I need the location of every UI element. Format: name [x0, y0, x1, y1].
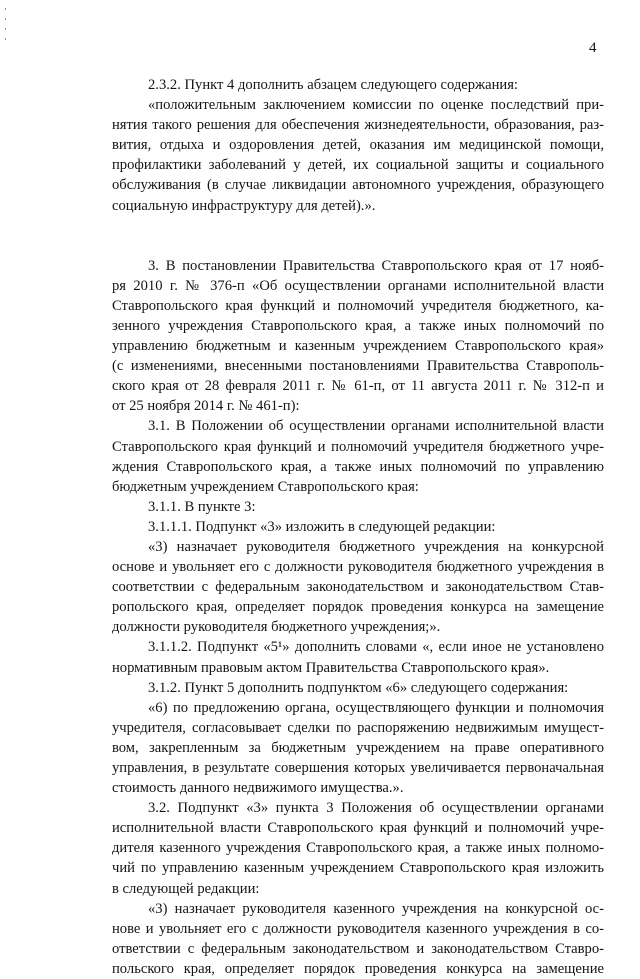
text-line: нове и увольняет его с должности руководителя казенного учреждения в со- — [112, 920, 604, 937]
text-line: ждения Ставропольского края, а также иных полномочий по управлению — [112, 458, 604, 475]
text-line: управлению бюджетным и казенным учреждением Ставропольского края» — [112, 338, 604, 355]
text-line: дителя казенного учреждения Ставропольского края, а также иных полномо- — [112, 840, 604, 857]
text-line: исполнительной власти Ставропольского края функций и полномочий учре- — [112, 820, 604, 837]
paragraph-p-2-3-2 — [112, 75, 604, 95]
text-line: социальную инфраструктуру для детей).». — [112, 197, 376, 214]
paragraph-quote-budget-head — [112, 537, 604, 637]
text-line: ответствии с федеральным законодательством и законодательством Ставро- — [112, 940, 604, 957]
paragraph-quote-state-head — [112, 899, 604, 979]
text-line: от 25 ноября 2014 г. № 461-п): — [112, 398, 300, 415]
text-line: 3.1.1.2. Подпункт «5¹» дополнить словами «, если иное не установлено — [148, 639, 604, 656]
text-line: учредителя, согласовывает сделки по распоряжению недвижимым имущест- — [112, 719, 604, 736]
paragraph-p-3-1-1-1 — [112, 517, 604, 537]
text-line: управления, в результате совершения которых увеличивается первоначальная — [112, 760, 604, 776]
text-line: 3.1.1.1. Подпункт «3» изложить в следующей редакции: — [148, 518, 496, 535]
paragraph-p-3-1 — [112, 416, 604, 496]
text-line: нятия такого решения для обеспечения жизнедеятельности, образования, раз- — [112, 117, 604, 134]
text-line: вом, закрепленным за бюджетным учреждением на праве оперативного — [112, 739, 604, 756]
text-line: ря 2010 г. № 376-п «Об осуществлении органами исполнительной власти — [112, 277, 604, 294]
text-line: ропольского края, определяет порядок проведения конкурса на замещение — [112, 599, 604, 616]
text-line: 2.3.2. Пункт 4 дополнить абзацем следующего содержания: — [148, 77, 518, 93]
text-line: «6) по предложению органа, осуществляющего функции и полномочия — [148, 699, 604, 716]
paragraph-p-3-1-1-2 — [112, 637, 604, 677]
text-line: должности руководителя бюджетного учреждения;». — [112, 619, 441, 636]
paragraph-p-3-1-2 — [112, 678, 604, 698]
text-line: ского края от 28 февраля 2011 г. № 61-п, от 11 августа 2011 г. № 312-п и — [112, 378, 604, 395]
text-line: нормативным правовым актом Правительства Ставропольского края». — [112, 659, 550, 676]
paragraph-gap — [112, 216, 604, 256]
text-line: «3) назначает руководителя бюджетного учреждения на конкурсной — [148, 538, 604, 555]
text-line: 3.1.1. В пункте 3: — [148, 498, 256, 515]
text-line: соответствии с федеральным законодательством и законодательством Став- — [112, 579, 604, 596]
paragraph-quote-positive-conclusion — [112, 95, 604, 216]
text-line: (с изменениями, внесенными постановлениями Правительства Ставрополь- — [112, 358, 604, 375]
scan-margin-marks — [5, 8, 7, 48]
text-line: Ставропольского края функций и полномочий учредителя бюджетного учре- — [112, 438, 604, 455]
text-line: вития, отдыха и оздоровления детей, оказания им медицинской помощи, — [112, 137, 604, 154]
document-body — [112, 75, 604, 979]
text-line: чий по управлению казенным учреждением Ставропольского края изложить — [112, 860, 604, 877]
text-line: обслуживания (в случае ликвидации автономного учреждения, образующего — [112, 177, 604, 194]
text-line: 3.1.2. Пункт 5 дополнить подпунктом «6» следующего содержания: — [148, 679, 569, 696]
text-line: 3. В постановлении Правительства Ставропольского края от 17 нояб- — [148, 257, 604, 274]
page-number: 4 — [589, 40, 597, 56]
text-line: Ставропольского края функций и полномочий учредителя бюджетного, ка- — [112, 297, 604, 314]
text-line: в следующей редакции: — [112, 880, 260, 897]
paragraph-p-3-2 — [112, 798, 604, 898]
text-line: профилактики заболеваний у детей, их социальной защиты и социального — [112, 157, 604, 174]
text-line: «3) назначает руководителя казенного учреждения на конкурсной ос- — [148, 900, 604, 917]
text-line: 3.1. В Положении об осуществлении органами исполнительной власти — [148, 418, 604, 435]
paragraph-p-3 — [112, 256, 604, 417]
paragraph-p-3-1-1 — [112, 497, 604, 517]
text-line: основе и увольняет его с должности руководителя бюджетного учреждения в — [112, 559, 604, 576]
paragraph-quote-real-estate — [112, 698, 604, 798]
text-line: стоимость данного недвижимого имущества.». — [112, 780, 404, 797]
text-line: «положительным заключением комиссии по оценке последствий при- — [148, 97, 604, 114]
text-line: зенного учреждения Ставропольского края, а также иных полномочий по — [112, 317, 604, 334]
text-line: бюджетным учреждением Ставропольского края: — [112, 478, 419, 495]
text-line: 3.2. Подпункт «3» пункта 3 Положения об осуществлении органами — [148, 800, 604, 817]
text-line: польского края, определяет порядок проведения конкурса на замещение — [112, 960, 604, 977]
